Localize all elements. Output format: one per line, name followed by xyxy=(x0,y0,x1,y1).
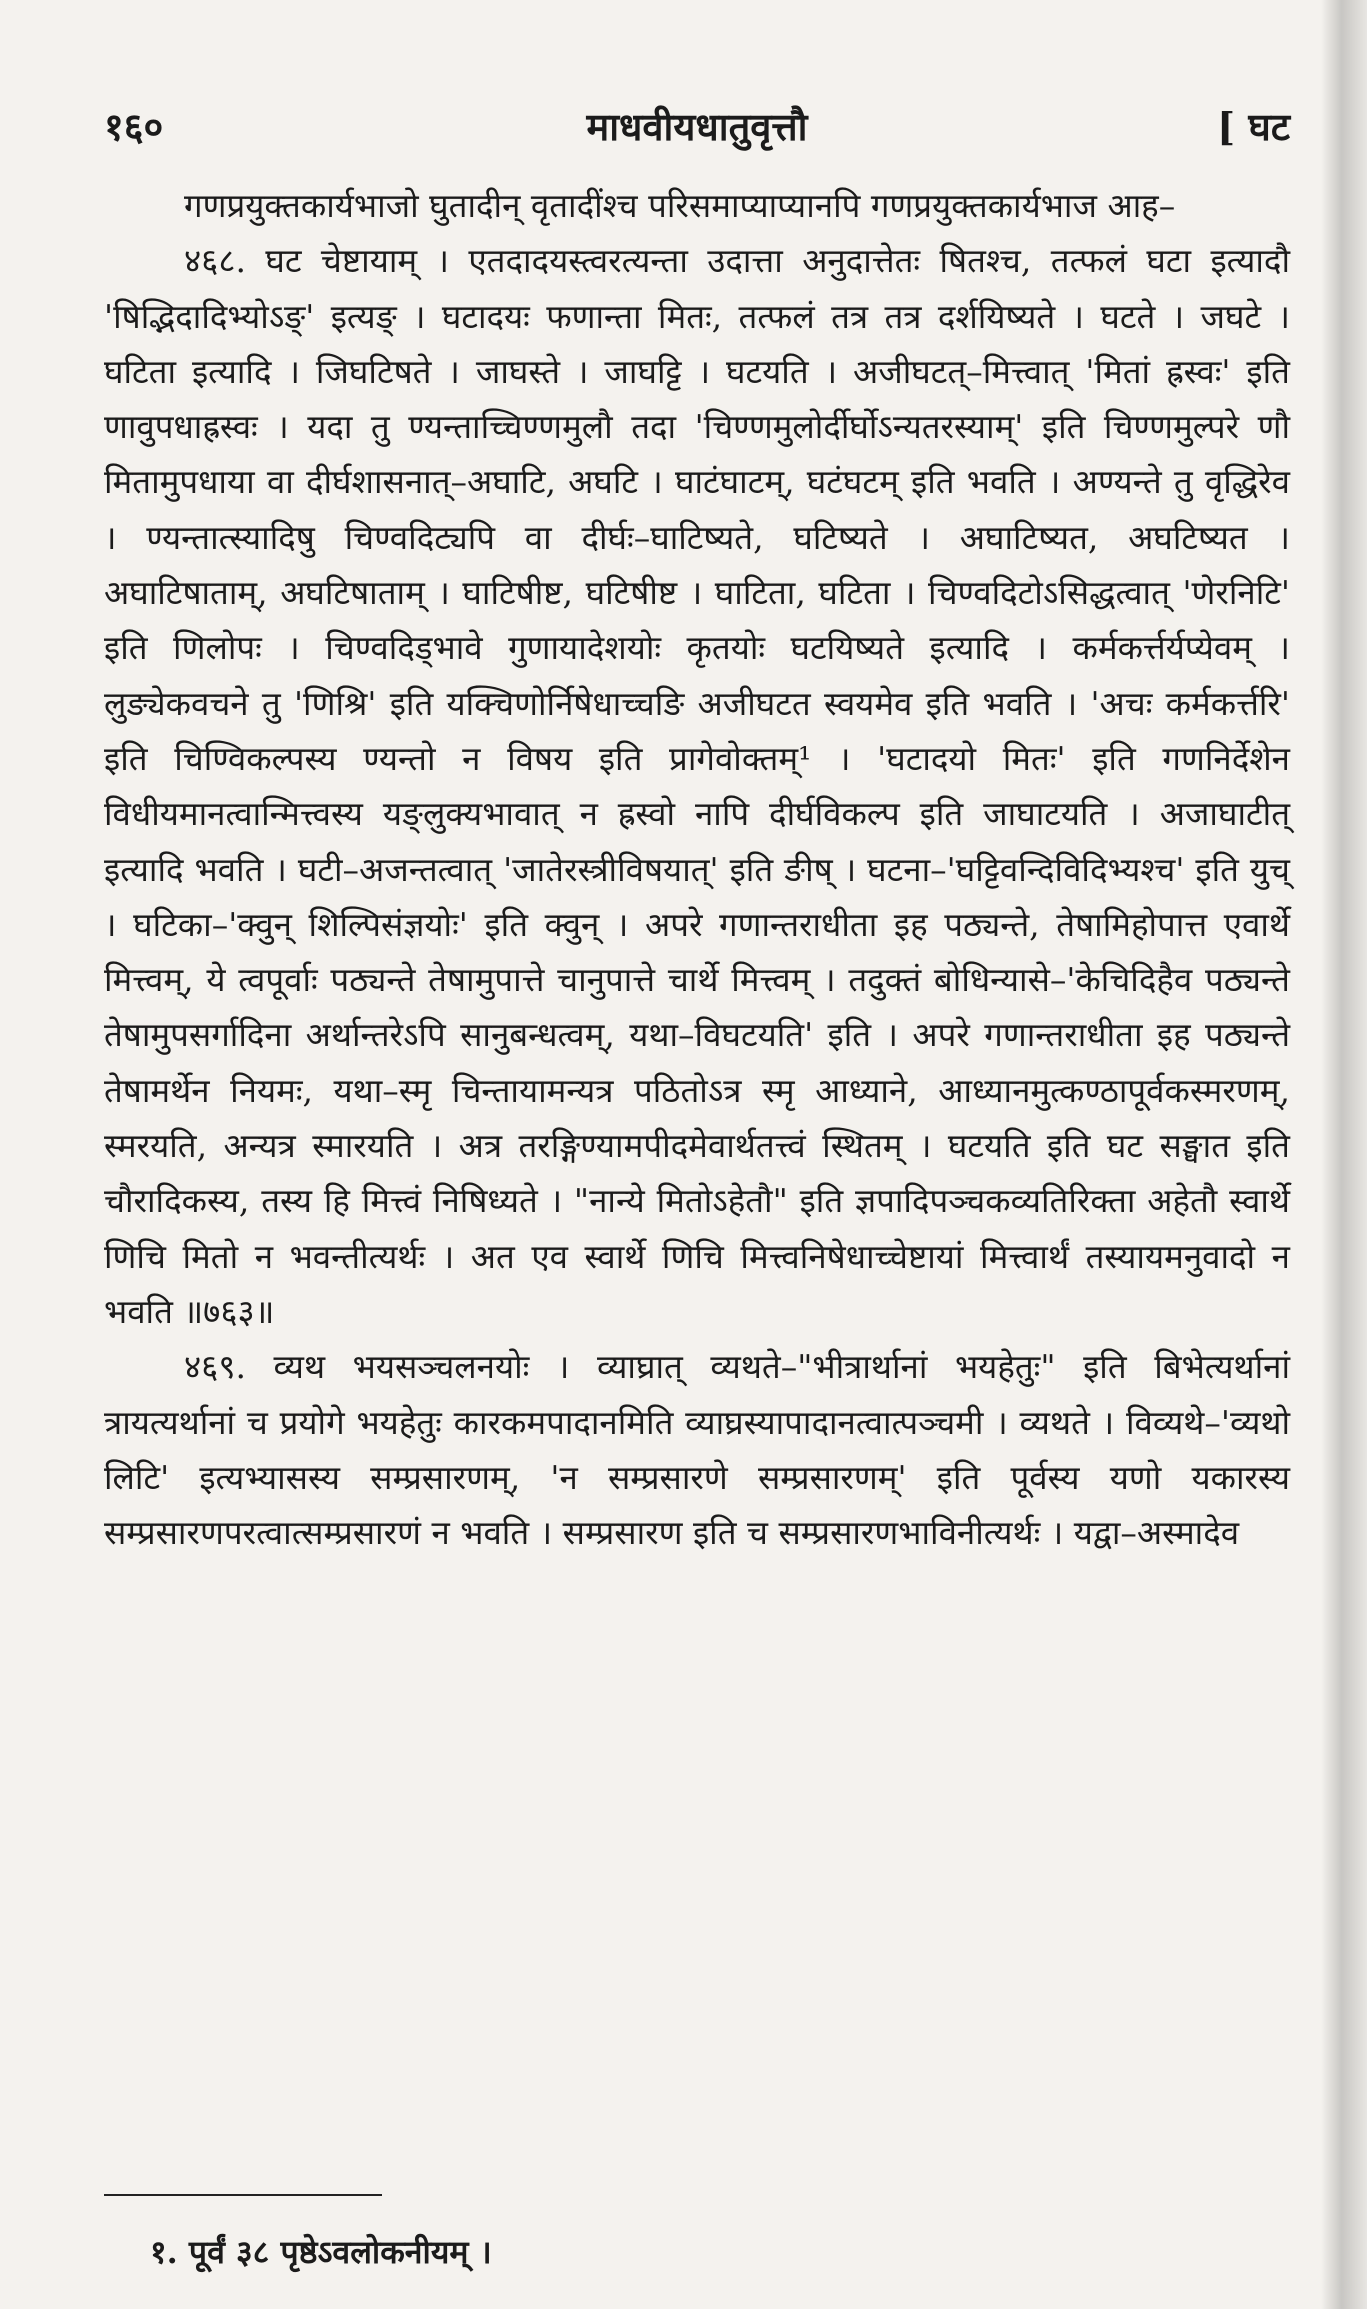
section-marker: [ घट xyxy=(1217,104,1290,149)
page-number: १६० xyxy=(104,104,164,149)
intro-paragraph: गणप्रयुक्तकार्यभाजो घुतादीन् वृतादींश्च परिसमाप्याप्यानपि गणप्रयुक्तकार्यभाज आह– xyxy=(184,186,1176,225)
footnote-divider xyxy=(104,2194,382,2196)
running-title: माधवीयधातुवृत्तौ xyxy=(586,104,808,149)
page-edge-shadow xyxy=(1321,0,1367,2309)
main-text xyxy=(104,178,1290,1560)
footnote: १. पूर्वं ३८ पृष्ठेऽवलोकनीयम् । xyxy=(150,2233,492,2271)
running-header xyxy=(104,100,1290,160)
entry-468-paragraph: ४६८. घट चेष्टायाम् । एतदादयस्त्वरत्यन्ता उदात्ता अनुदात्तेतः षितश्च, तत्फलं घटा इत्यादौ 'षिद्भिदादिभ्योऽङ्' इत्यङ् । घटादयः फणान्ता मितः, तत्फलं तत्र तत्र दर्शयिष्यते । घटते । जघटे । घटिता इत्यादि । जिघटिषते । जाघस्ते । जाघट्टि । घटयति । अजीघटत्–मित्त्वात् 'मितां ह्रस्वः' इति णावुपधाह्रस्वः । यदा तु ण्यन्ताच्चिण्णमुलौ तदा 'चिण्णमुलोर्दीर्घोऽन्यतरस्याम्' इति चिण्णमुल्परे णौ मितामुपधाया वा दीर्घशासनात्–अघाटि, अघटि । घाटंघाटम्, घटंघटम् इति भवति । अण्यन्ते तु वृद्धिरेव । ण्यन्तात्स्यादिषु चिण्वदिट्यपि वा दीर्घः–घाटिष्यते, घटिष्यते । अघाटिष्यत, अघटिष्यत । अघाटिषाताम्, अघटिषाताम् । घाटिषीष्ट, घटिषीष्ट । घाटिता, घटिता । चिण्वदिटोऽसिद्धत्वात् 'णेरनिटि' इति णिलोपः । चिण्वदिड्भावे गुणायादेशयोः कृतयोः घटयिष्यते इत्यादि । कर्मकर्त्तर्यप्येवम् । लुङ्येकवचने तु 'णिश्रि' इति यक्चिणोर्निषेधाच्चङि अजीघटत स्वयमेव इति भवति । 'अचः कर्मकर्त्तरि' इति चिण्विकल्पस्य ण्यन्तो न विषय इति प्रागेवोक्तम्¹ । 'घटादयो मितः' इति गणनिर्देशेन विधीयमानत्वान्मित्त्वस्य यङ्लुक्यभावात् न ह्रस्वो नापि दीर्घविकल्प इति जाघाटयति । अजाघाटीत् इत्यादि भवति । घटी–अजन्तत्वात् 'जातेरस्त्रीविषयात्' इति ङीष् । घटना–'घट्टिवन्दिविदिभ्यश्च' इति युच् । घटिका–'क्वुन् शिल्पिसंज्ञयोः' इति क्वुन् । अपरे गणान्तराधीता इह पठ्यन्ते, तेषामिहोपात्त एवार्थे मित्त्वम्, ये त्वपूर्वाः पठ्यन्ते तेषामुपात्ते चानुपात्ते चार्थे मित्त्वम् । तदुक्तं बोधिन्यासे–'केचिदिहैव पठ्यन्ते तेषामुपसर्गादिना अर्थान्तरेऽपि सानुबन्धत्वम्, यथा–विघटयति' इति । अपरे गणान्तराधीता इह पठ्यन्ते तेषामर्थेन नियमः, यथा–स्मृ चिन्तायामन्यत्र पठितोऽत्र स्मृ आध्याने, आध्यानमुत्कण्ठापूर्वकस्मरणम्, स्मरयति, अन्यत्र स्मारयति । अत्र तरङ्गिण्यामपीदमेवार्थतत्त्वं स्थितम् । घटयति इति घट सङ्घात इति चौरादिकस्य, तस्य हि मित्त्वं निषिध्यते । "नान्ये मितोऽहेतौ" इति ज्ञपादिपञ्चकव्यतिरिक्ता अहेतौ स्वार्थे णिचि मितो न भवन्तीत्यर्थः । अत एव स्वार्थे णिचि मित्त्वनिषेधाच्चेष्टायां मित्त्वार्थं तस्यायमनुवादो न भवति ॥७६३॥ xyxy=(104,241,1290,1331)
entry-469-paragraph: ४६९. व्यथ भयसञ्चलनयोः । व्याघ्रात् व्यथते–"भीत्रार्थानां भयहेतुः" इति बिभेत्यर्थानां त्रायत्यर्थानां च प्रयोगे भयहेतुः कारकमपादानमिति व्याघ्रस्यापादानत्वात्पञ्चमी । व्यथते । विव्यथे–'व्यथो लिटि' इत्यभ्यासस्य सम्प्रसारणम्, 'न सम्प्रसारणे सम्प्रसारणम्' इति पूर्वस्य यणो यकारस्य सम्प्रसारणपरत्वात्सम्प्रसारणं न भवति । सम्प्रसारण इति च सम्प्रसारणभाविनीत्यर्थः । यद्वा–अस्मादेव xyxy=(104,1347,1290,1553)
